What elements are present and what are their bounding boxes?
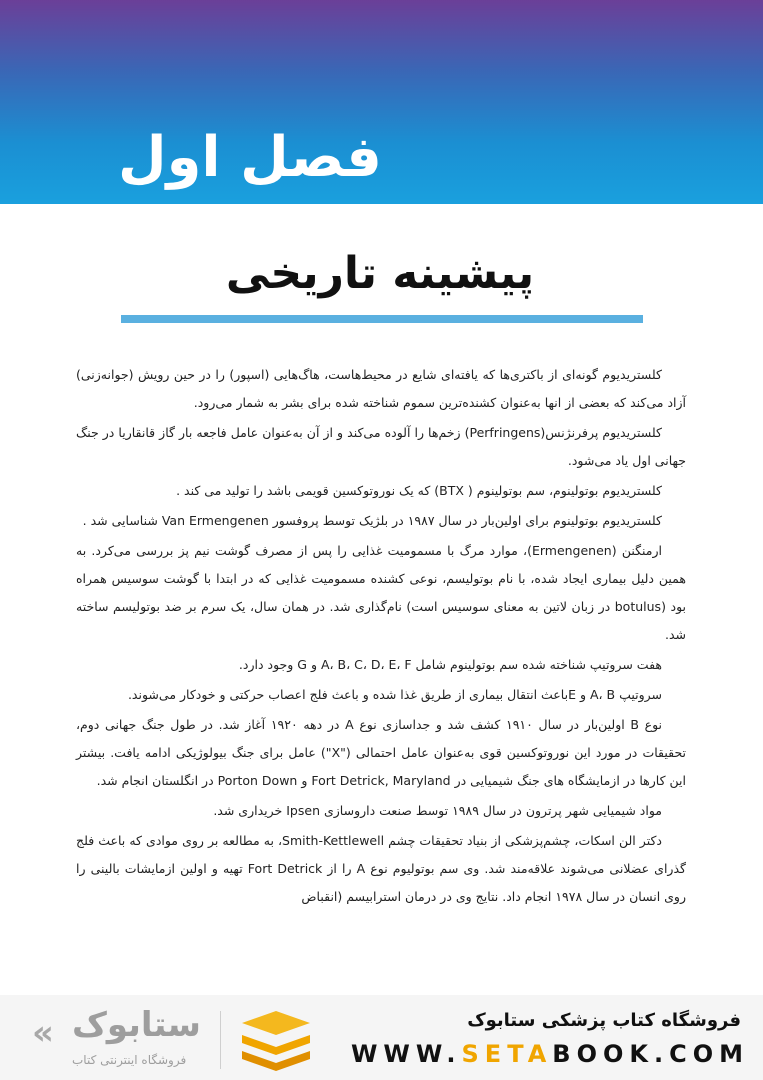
- setabook-logo: [22, 1005, 352, 1075]
- paragraph: کلستریدیوم گونه‌ای از باکتری‌ها که یافته‌ای شایع در محیط‌هاست، هاگ‌هایی (اسپور) را در حین رویش (جوانه‌زنی) آزاد می‌کند که بعضی از انها به‌عنوان کشنده‌ترین سموم شناخته شده برای بشر به شمار می‌رود.: [76, 367, 686, 410]
- paragraph: مواد شیمیایی شهر پرترون در سال ۱۹۸۹ توسط صنعت داروسازی Ipsen خریداری شد.: [213, 803, 662, 818]
- chapter-label: فصل اول: [118, 125, 382, 190]
- paragraph: سروتیپ A، B و Eباعث انتقال بیماری از طریق غذا شده و باعث فلج اعصاب حرکتی و خودکار می‌شوند.: [127, 687, 662, 702]
- url-suffix: BOOK.COM: [552, 1040, 749, 1068]
- paragraph: هفت سروتیپ شناخته شده سم بوتولینوم شامل A، B، C، D، E، F و G وجود دارد.: [238, 657, 662, 672]
- chapter-header-band: [0, 0, 763, 204]
- book-stack-icon: [236, 1009, 316, 1071]
- logo-divider: [220, 1011, 221, 1069]
- paragraph: ارمنگنن (Ermengenen)، موارد مرگ با مسمومیت غذایی را پس از مصرف گوشت نیم پز بررسی می‌کرد. به همین دلیل بیماری ایجاد شده، با نام بوتولیسم، نوعی کشنده مسمومیت غذایی که در ابتدا با گوشت سوسیس همراه بود (botulus در زبان لاتین به معنای سوسیس است) نام‌گذاری شد. در همان سال، یک سرم بر ضد بوتولیسم ساخته شد.: [76, 543, 687, 642]
- title-underline: [121, 315, 643, 323]
- page-title: پیشینه تاریخی: [225, 248, 535, 299]
- footer-shop-name: فروشگاه کتاب پزشکی ستابوک: [467, 1010, 741, 1031]
- footer-url[interactable]: [351, 1040, 749, 1068]
- paragraph: کلستریدیوم بوتولینوم برای اولین‌بار در سال ۱۹۸۷ در بلژیک توسط پروفسور Van Ermengenen شناسایی شد .: [82, 513, 662, 528]
- paragraph: کلستریدیوم پرفرنژنس(Perfringens) زخم‌ها را آلوده می‌کند و از آن به‌عنوان عامل فاجعه بار گاز قانقاریا در جنگ جهانی اول یاد می‌شود.: [76, 425, 686, 468]
- logo-tagline: فروشگاه اینترنتی کتاب: [72, 1053, 187, 1067]
- body-text: [76, 361, 686, 913]
- paragraph: نوع B اولین‌بار در سال ۱۹۱۰ کشف شد و جداسازی نوع A در دهه ۱۹۲۰ آغاز شد. در طول جنگ جهانی دوم، تحقیقات در مورد این نوروتوکسین قوی به‌عنوان عامل احتمالی ("X") عامل برای جنگ بیولوژیکی ادامه یافت. بیشتر این کارها در ازمایشگاه های جنگ شیمیایی در Fort Detrick, Maryland و Porton Down در انگلستان انجام شد.: [76, 717, 686, 788]
- chevrons-left-icon: «: [32, 1013, 48, 1053]
- paragraph: دکتر الن اسکات، چشم‌پزشکی از بنیاد تحقیقات چشم Smith-Kettlewell، به مطالعه بر روی موادی که باعث فلج گذرای عضلانی می‌شوند علاقه‌مند شد. وی سم بوتولیوم نوع A را از Fort Detrick تهیه و اولین ازمایشات بالینی را روی انسان در سال ۱۹۷۸ انجام داد. نتایج وی در درمان استرابیسم (انقباض: [76, 833, 686, 904]
- url-accent: SETA: [461, 1040, 553, 1068]
- paragraph: کلستریدیوم بوتولینوم، سم بوتولینوم ( BTX) که یک نوروتوکسین قویمی باشد را تولید می کند .: [176, 483, 662, 498]
- url-prefix: WWW.: [350, 1040, 462, 1068]
- logo-wordmark: ستابوک: [72, 1005, 201, 1045]
